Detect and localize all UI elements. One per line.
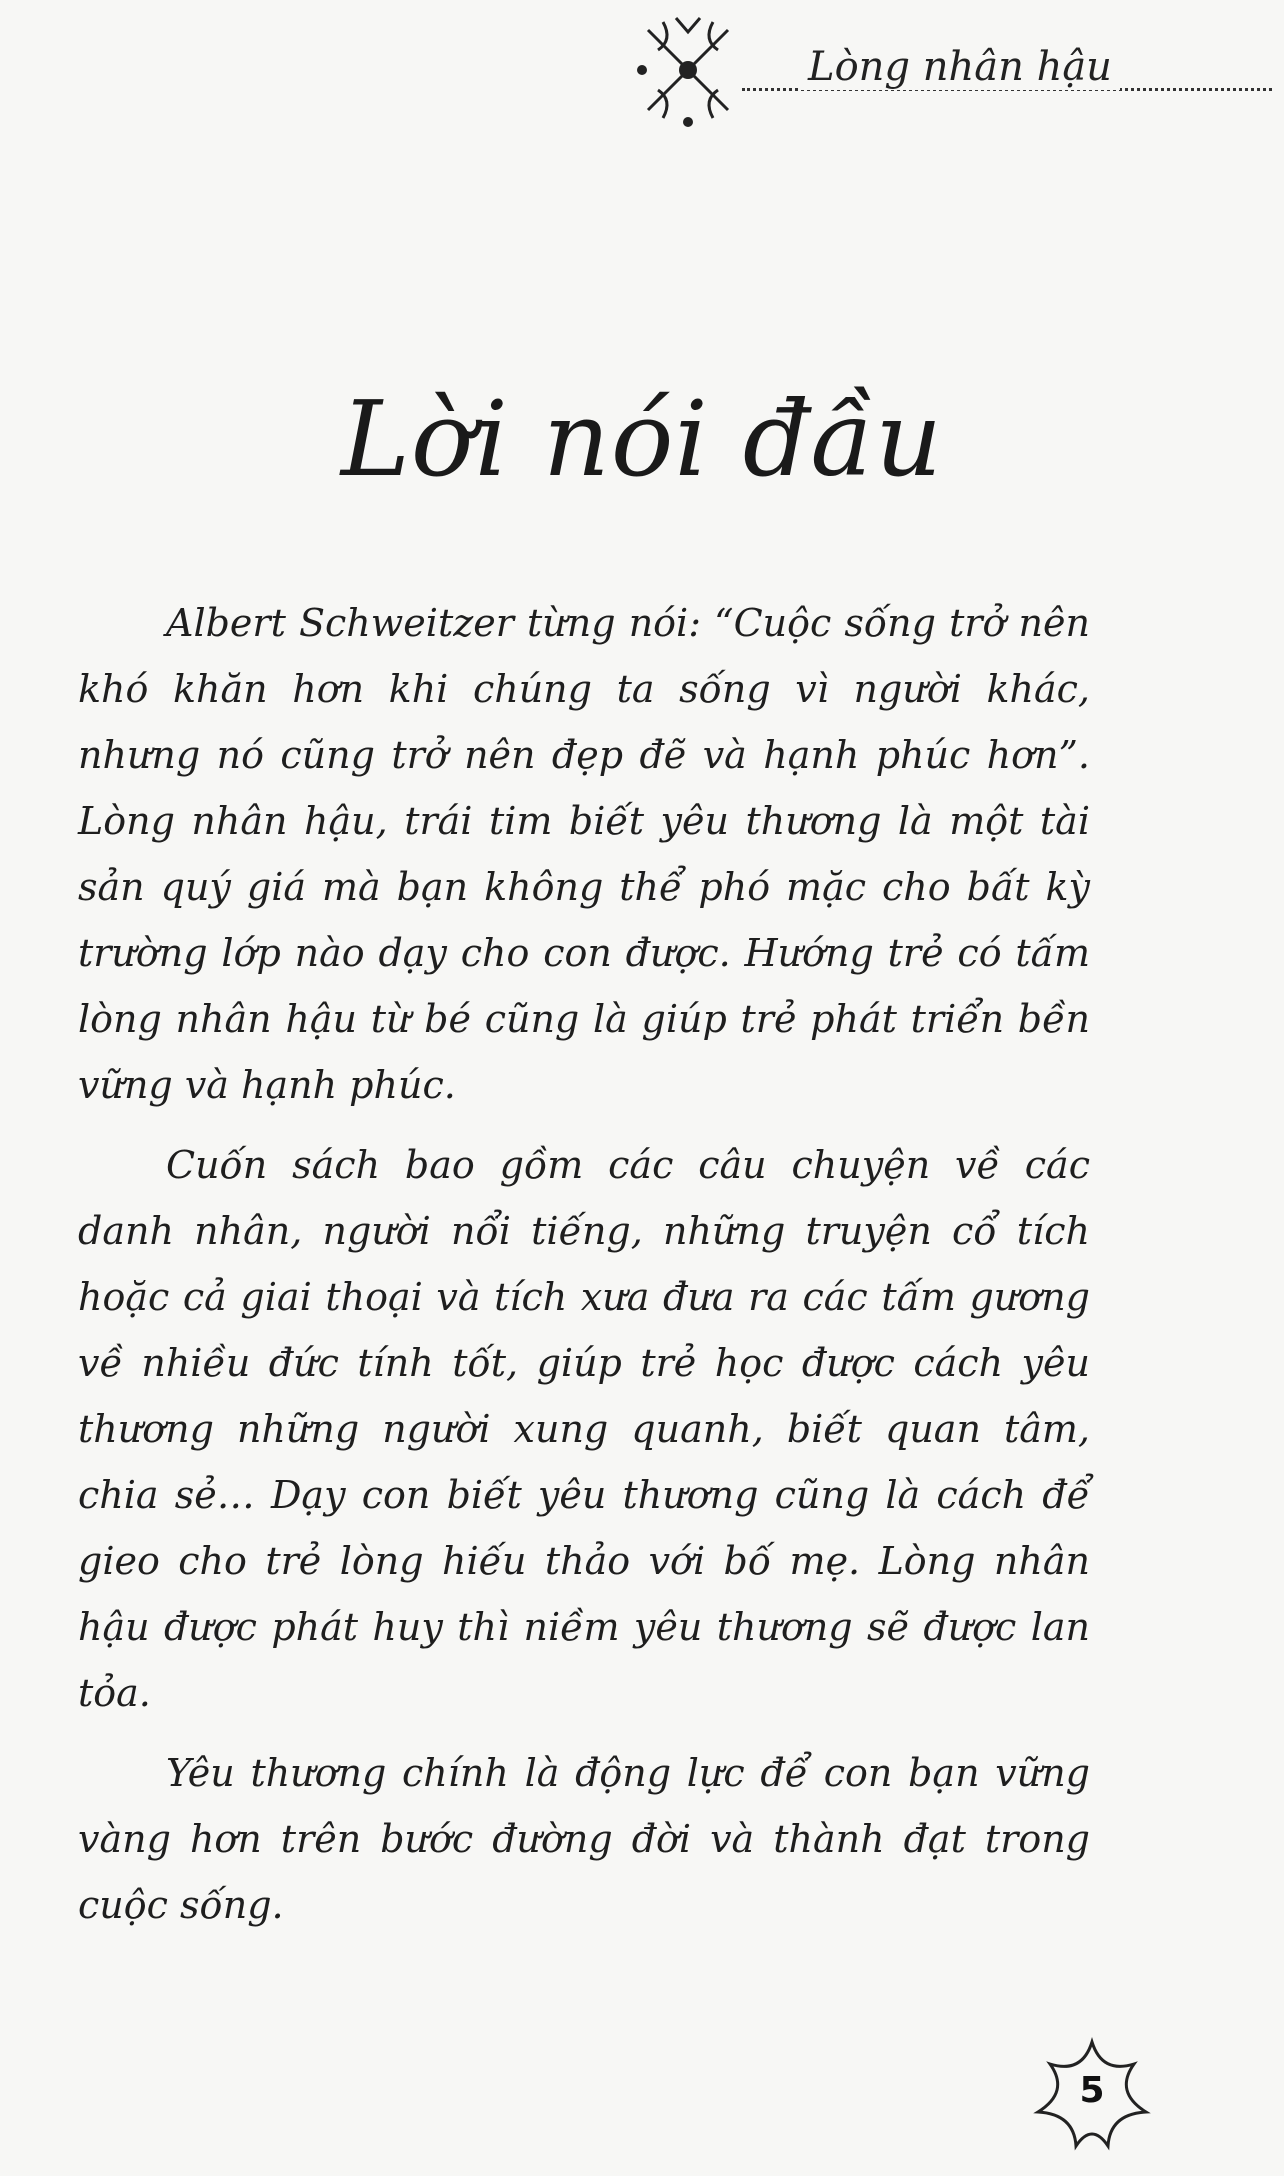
- page-number-badge: [1022, 2034, 1162, 2154]
- paragraph-1: Albert Schweitzer từng nói: “Cuộc sống trở nên khó khăn hơn khi chúng ta sống vì người khác, nhưng nó cũng trở nên đẹp đẽ và hạnh phúc hơn”. Lòng nhân hậu, trái tim biết yêu thương là một tài sản quý giá mà bạn không thể phó mặc cho bất kỳ trường lớp nào dạy cho con được. Hướng trẻ có tấm lòng nhân hậu từ bé cũng là giúp trẻ phát triển bền vững và hạnh phúc.: [78, 601, 1090, 1107]
- page-number: 5: [1079, 2070, 1105, 2111]
- page-title: Lời nói đầu: [340, 378, 944, 500]
- paragraph-3: Yêu thương chính là động lực để con bạn vững vàng hơn trên bước đường đời và thành đạt trong cuộc sống.: [78, 1751, 1090, 1927]
- ornament-icon: [628, 10, 748, 130]
- running-title: Lòng nhân hậu: [800, 44, 1120, 90]
- body-text: [78, 590, 1090, 1952]
- paragraph-2: Cuốn sách bao gồm các câu chuyện về các danh nhân, người nổi tiếng, những truyện cổ tích hoặc cả giai thoại và tích xưa đưa ra các tấm gương về nhiều đức tính tốt, giúp trẻ học được cách yêu thương những người xung quanh, biết quan tâm, chia sẻ… Dạy con biết yêu thương cũng là cách để gieo cho trẻ lòng hiếu thảo với bố mẹ. Lòng nhân hậu được phát huy thì niềm yêu thương sẽ được lan tỏa.: [78, 1143, 1090, 1715]
